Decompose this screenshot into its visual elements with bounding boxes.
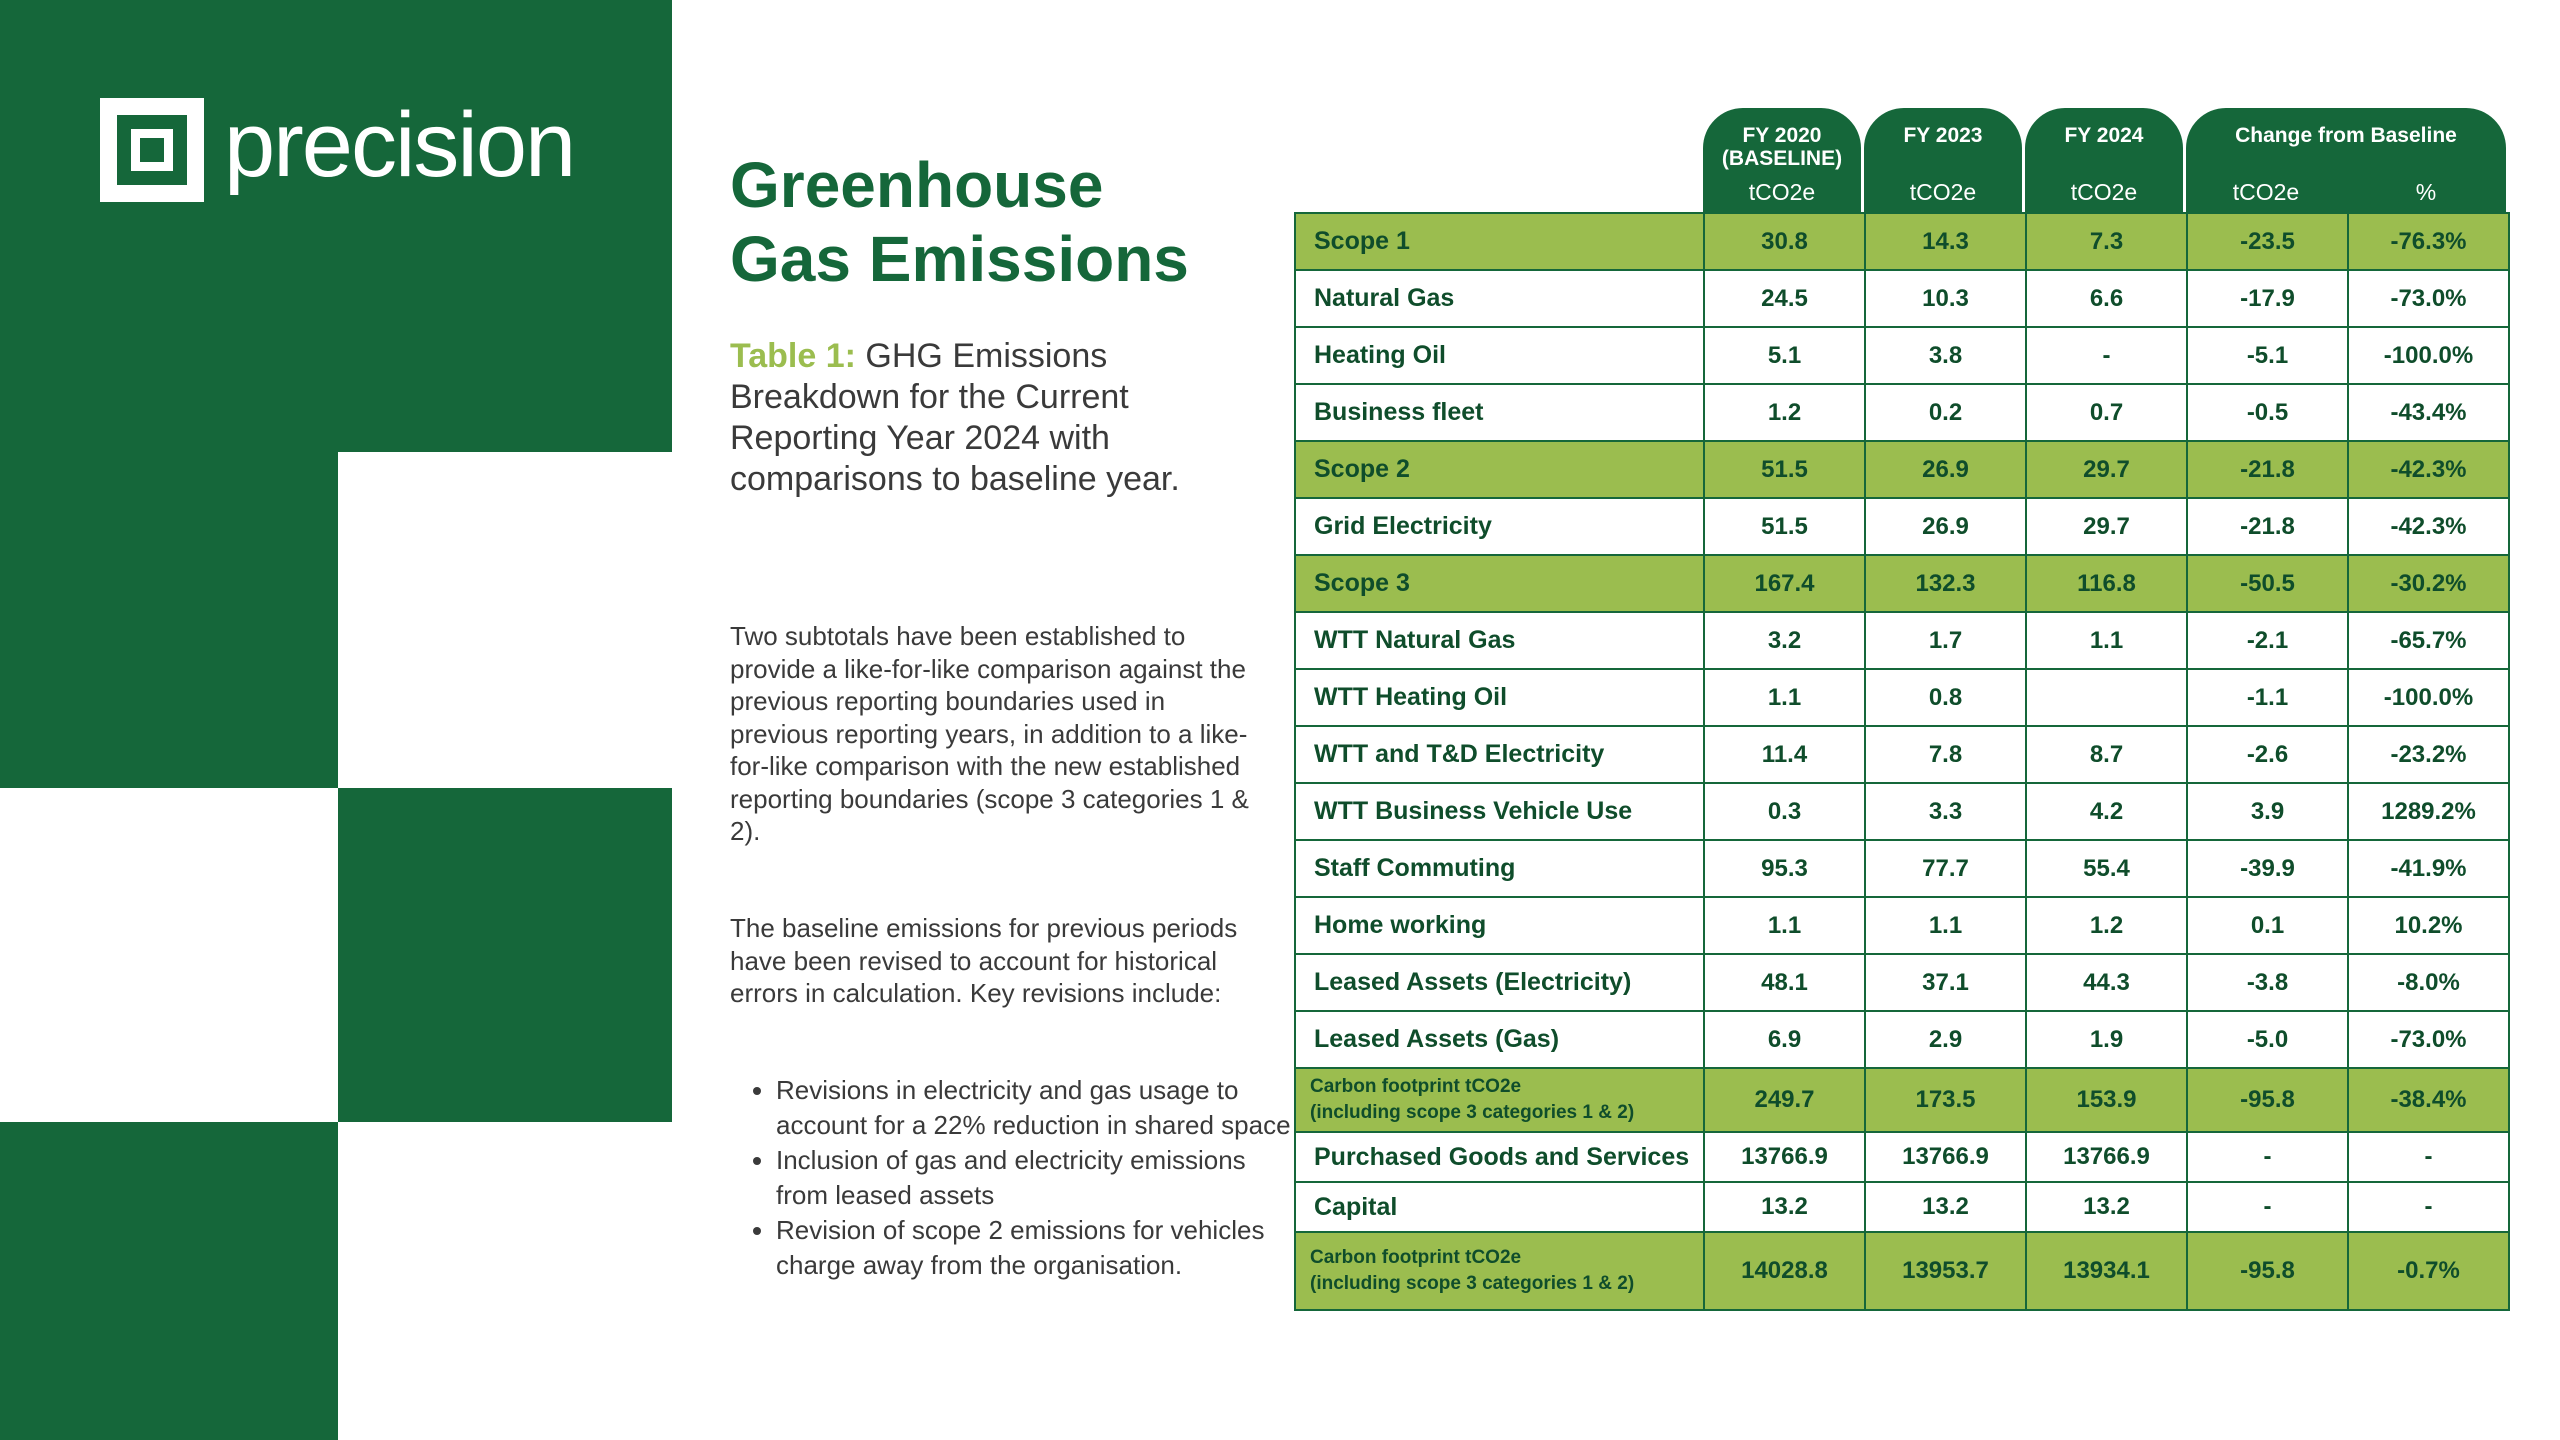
cell-fy2024: 1.2	[2026, 897, 2187, 954]
cell-fy2024: 116.8	[2026, 555, 2187, 612]
cell-change: -5.1	[2187, 327, 2348, 384]
cell-fy2024: 13.2	[2026, 1182, 2187, 1232]
row-label	[1295, 1068, 1704, 1132]
row-label-line2: (including scope 3 categories 1 & 2)	[1310, 1102, 1635, 1123]
cell-change-pct: -38.4%	[2348, 1068, 2509, 1132]
cell-fy2024: 4.2	[2026, 783, 2187, 840]
cell-fy2024: 7.3	[2026, 213, 2187, 270]
table-row	[1295, 555, 2509, 612]
list-item: • Inclusion of gas and electricity emissions from leased assets	[776, 1143, 1296, 1213]
cell-fy2023: 26.9	[1865, 498, 2026, 555]
row-label: Capital	[1295, 1182, 1704, 1232]
cell-change: 0.1	[2187, 897, 2348, 954]
cell-fy2024: 8.7	[2026, 726, 2187, 783]
row-label: Scope 1	[1295, 213, 1704, 270]
cell-change: -50.5	[2187, 555, 2348, 612]
row-label: Business fleet	[1295, 384, 1704, 441]
row-label: Home working	[1295, 897, 1704, 954]
table-row	[1295, 669, 2509, 726]
page-title-line1: Greenhouse	[730, 149, 1104, 221]
emissions-table	[1294, 212, 2510, 1311]
cell-fy2023: 14.3	[1865, 213, 2026, 270]
table-row	[1295, 1132, 2509, 1182]
table-caption-label: Table 1:	[730, 337, 856, 375]
cell-change-pct: -	[2348, 1182, 2509, 1232]
table-row	[1295, 1182, 2509, 1232]
table-row	[1295, 1011, 2509, 1068]
revisions-list	[730, 1073, 1296, 1283]
cell-change-pct: -100.0%	[2348, 669, 2509, 726]
cell-fy2020: 6.9	[1704, 1011, 1865, 1068]
cell-fy2024: 1.9	[2026, 1011, 2187, 1068]
cell-fy2024: 44.3	[2026, 954, 2187, 1011]
cell-change-pct: -65.7%	[2348, 612, 2509, 669]
cell-fy2023: 7.8	[1865, 726, 2026, 783]
table-row	[1295, 1068, 2509, 1132]
row-label: Heating Oil	[1295, 327, 1704, 384]
table-row	[1295, 213, 2509, 270]
cell-fy2020: 48.1	[1704, 954, 1865, 1011]
cell-fy2023: 173.5	[1865, 1068, 2026, 1132]
table-row	[1295, 612, 2509, 669]
green-block-bottom	[0, 1122, 338, 1440]
list-item: • Revision of scope 2 emissions for vehicles charge away from the organisation.	[776, 1213, 1296, 1283]
cell-fy2024: 1.1	[2026, 612, 2187, 669]
row-label: Scope 2	[1295, 441, 1704, 498]
row-label	[1295, 1232, 1704, 1310]
paragraph-subtotals: Two subtotals have been established to provide a like-for-like comparison against the previous reporting boundaries used in previous reporting years, in addition to a like-for-like comparison with the new established reporting boundaries (scope 3 categories 1 & 2).	[730, 621, 1249, 846]
green-block-left-mid	[0, 452, 338, 788]
cell-fy2023: 37.1	[1865, 954, 2026, 1011]
cell-fy2024: 29.7	[2026, 441, 2187, 498]
header-fy2020-label: FY 2020 (BASELINE)	[1721, 124, 1843, 170]
cell-change-pct: -73.0%	[2348, 1011, 2509, 1068]
row-label: Leased Assets (Electricity)	[1295, 954, 1704, 1011]
cell-fy2024: 55.4	[2026, 840, 2187, 897]
cell-change-pct: -73.0%	[2348, 270, 2509, 327]
cell-change: -1.1	[2187, 669, 2348, 726]
row-label: Leased Assets (Gas)	[1295, 1011, 1704, 1068]
cell-fy2020: 5.1	[1704, 327, 1865, 384]
table-row	[1295, 384, 2509, 441]
cell-change: -17.9	[2187, 270, 2348, 327]
row-label-line2: (including scope 3 categories 1 & 2)	[1310, 1273, 1635, 1294]
logo-text: precision	[224, 94, 575, 196]
header-unit: tCO2e	[1748, 179, 1816, 205]
cell-fy2020: 51.5	[1704, 498, 1865, 555]
row-label: WTT Business Vehicle Use	[1295, 783, 1704, 840]
cell-fy2024: 153.9	[2026, 1068, 2187, 1132]
green-block-right-mid	[338, 788, 672, 1122]
cell-change-pct: 1289.2%	[2348, 783, 2509, 840]
cell-fy2023: 0.2	[1865, 384, 2026, 441]
table-row	[1295, 840, 2509, 897]
cell-fy2020: 14028.8	[1704, 1232, 1865, 1310]
table-row	[1295, 441, 2509, 498]
green-block-top	[0, 0, 672, 452]
cell-fy2023: 3.3	[1865, 783, 2026, 840]
cell-change-pct: -100.0%	[2348, 327, 2509, 384]
cell-fy2020: 1.2	[1704, 384, 1865, 441]
header-fy2024-label: FY 2024	[2064, 124, 2144, 147]
cell-fy2023: 2.9	[1865, 1011, 2026, 1068]
cell-change: -95.8	[2187, 1068, 2348, 1132]
header-fy2023	[1864, 108, 2022, 212]
cell-fy2024: 0.7	[2026, 384, 2187, 441]
cell-fy2024: -	[2026, 327, 2187, 384]
cell-change-pct: -41.9%	[2348, 840, 2509, 897]
cell-fy2023: 13766.9	[1865, 1132, 2026, 1182]
cell-change-pct: -8.0%	[2348, 954, 2509, 1011]
table-row	[1295, 726, 2509, 783]
cell-change: -21.8	[2187, 498, 2348, 555]
cell-change: -3.8	[2187, 954, 2348, 1011]
cell-change: -23.5	[2187, 213, 2348, 270]
cell-fy2024: 29.7	[2026, 498, 2187, 555]
cell-fy2020: 13766.9	[1704, 1132, 1865, 1182]
table-row	[1295, 498, 2509, 555]
cell-fy2020: 167.4	[1704, 555, 1865, 612]
table-row	[1295, 954, 2509, 1011]
row-label: Grid Electricity	[1295, 498, 1704, 555]
header-unit: tCO2e	[1909, 179, 1977, 205]
cell-fy2020: 51.5	[1704, 441, 1865, 498]
cell-fy2024: 13766.9	[2026, 1132, 2187, 1182]
row-label: WTT Natural Gas	[1295, 612, 1704, 669]
cell-change-pct: -30.2%	[2348, 555, 2509, 612]
cell-change: 3.9	[2187, 783, 2348, 840]
cell-change-pct: -23.2%	[2348, 726, 2509, 783]
cell-fy2023: 1.7	[1865, 612, 2026, 669]
header-unit-percent: %	[2415, 179, 2437, 205]
cell-change: -5.0	[2187, 1011, 2348, 1068]
header-fy2020	[1703, 108, 1861, 212]
cell-fy2023: 0.8	[1865, 669, 2026, 726]
cell-fy2024	[2026, 669, 2187, 726]
cell-change-pct: -0.7%	[2348, 1232, 2509, 1310]
cell-fy2023: 26.9	[1865, 441, 2026, 498]
row-label-line1: Carbon footprint tCO2e	[1310, 1076, 1522, 1097]
cell-change: -2.6	[2187, 726, 2348, 783]
logo-mark-icon	[100, 98, 204, 202]
cell-fy2020: 30.8	[1704, 213, 1865, 270]
cell-change-pct: -43.4%	[2348, 384, 2509, 441]
row-label: WTT Heating Oil	[1295, 669, 1704, 726]
cell-fy2020: 1.1	[1704, 669, 1865, 726]
table-caption-text: GHG Emissions Breakdown for the Current Reporting Year 2024 with comparisons to baseline year.	[730, 337, 1180, 498]
brand-logo	[100, 94, 575, 202]
row-label: Scope 3	[1295, 555, 1704, 612]
table-row	[1295, 783, 2509, 840]
cell-fy2024: 13934.1	[2026, 1232, 2187, 1310]
cell-fy2020: 95.3	[1704, 840, 1865, 897]
cell-change-pct: -	[2348, 1132, 2509, 1182]
table-row	[1295, 270, 2509, 327]
cell-fy2020: 249.7	[1704, 1068, 1865, 1132]
table-caption	[730, 336, 1250, 500]
header-change	[2186, 108, 2506, 212]
cell-fy2023: 13.2	[1865, 1182, 2026, 1232]
header-unit: tCO2e	[2232, 179, 2300, 205]
header-change-label: Change from Baseline	[2235, 124, 2457, 147]
cell-fy2023: 77.7	[1865, 840, 2026, 897]
cell-change: -	[2187, 1132, 2348, 1182]
cell-fy2023: 1.1	[1865, 897, 2026, 954]
header-unit: tCO2e	[2070, 179, 2138, 205]
cell-change: -21.8	[2187, 441, 2348, 498]
cell-fy2023: 3.8	[1865, 327, 2026, 384]
table-row	[1295, 897, 2509, 954]
cell-fy2020: 11.4	[1704, 726, 1865, 783]
cell-fy2020: 1.1	[1704, 897, 1865, 954]
page-title-line2: Gas Emissions	[730, 223, 1189, 295]
cell-fy2024: 6.6	[2026, 270, 2187, 327]
cell-change: -	[2187, 1182, 2348, 1232]
cell-change-pct: -76.3%	[2348, 213, 2509, 270]
list-item: • Revisions in electricity and gas usage to account for a 22% reduction in shared space	[776, 1073, 1296, 1143]
row-label-line1: Carbon footprint tCO2e	[1310, 1247, 1522, 1268]
cell-change: -39.9	[2187, 840, 2348, 897]
cell-change-pct: 10.2%	[2348, 897, 2509, 954]
cell-fy2020: 24.5	[1704, 270, 1865, 327]
cell-fy2020: 0.3	[1704, 783, 1865, 840]
cell-fy2023: 10.3	[1865, 270, 2026, 327]
cell-fy2023: 132.3	[1865, 555, 2026, 612]
cell-change-pct: -42.3%	[2348, 498, 2509, 555]
cell-change: -0.5	[2187, 384, 2348, 441]
header-fy2023-label: FY 2023	[1903, 124, 1983, 147]
header-fy2024	[2025, 108, 2183, 212]
table-row	[1295, 327, 2509, 384]
row-label: Purchased Goods and Services	[1295, 1132, 1704, 1182]
cell-change-pct: -42.3%	[2348, 441, 2509, 498]
row-label: Natural Gas	[1295, 270, 1704, 327]
row-label: Staff Commuting	[1295, 840, 1704, 897]
cell-change: -95.8	[2187, 1232, 2348, 1310]
paragraph-baseline: The baseline emissions for previous periods have been revised to account for historical errors in calculation. Key revisions include:	[730, 913, 1238, 1008]
table-row	[1295, 1232, 2509, 1310]
page-title	[730, 148, 1189, 296]
cell-change: -2.1	[2187, 612, 2348, 669]
row-label: WTT and T&D Electricity	[1295, 726, 1704, 783]
cell-fy2020: 13.2	[1704, 1182, 1865, 1232]
cell-fy2020: 3.2	[1704, 612, 1865, 669]
cell-fy2023: 13953.7	[1865, 1232, 2026, 1310]
